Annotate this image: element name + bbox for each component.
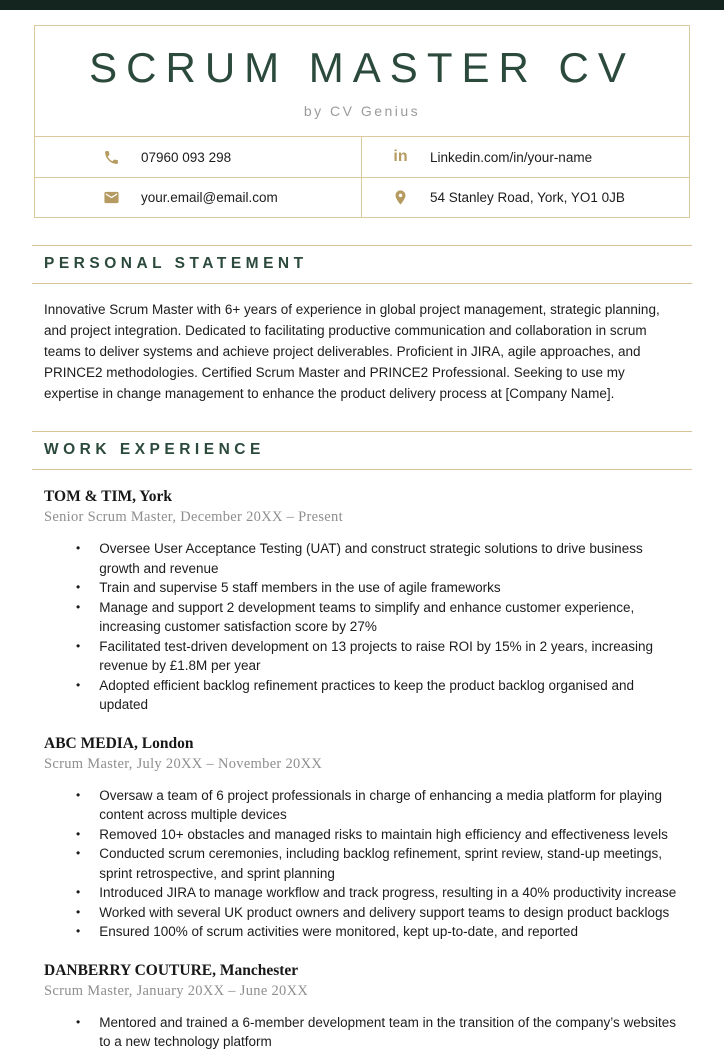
work-experience-heading: WORK EXPERIENCE bbox=[44, 441, 265, 458]
location-pin-icon bbox=[392, 189, 409, 206]
list-item: • Removed 10+ obstacles and managed risks to maintain high efficiency and effectiveness levels bbox=[76, 825, 680, 845]
section-work-experience-header bbox=[32, 431, 692, 470]
bullet-icon: • bbox=[76, 580, 81, 594]
contact-address-value: 54 Stanley Road, York, YO1 0JB bbox=[430, 190, 625, 205]
bullet-icon: • bbox=[76, 677, 81, 692]
bullet-icon: • bbox=[76, 924, 81, 938]
job-title-dates: Scrum Master, July 20XX – November 20XX bbox=[44, 755, 323, 772]
job-company: ABC MEDIA, London bbox=[44, 734, 194, 752]
job-title-dates: Scrum Master, January 20XX – June 20XX bbox=[44, 982, 309, 999]
cv-header bbox=[34, 25, 690, 218]
list-item: • Adopted efficient backlog refinement practices to keep the product backlog organised and updated bbox=[76, 676, 680, 715]
list-item: • Oversee User Acceptance Testing (UAT) and construct strategic solutions to drive business growth and revenue bbox=[76, 539, 680, 578]
contact-linkedin-value: Linkedin.com/in/your-name bbox=[430, 149, 593, 165]
contact-phone bbox=[35, 137, 362, 177]
job-entry bbox=[44, 735, 680, 942]
list-item: • Manage and support 2 development teams to simplify and enhance customer experience, increasing customer satisfaction score by 27% bbox=[76, 598, 680, 637]
job-bullet-list bbox=[76, 1013, 680, 1052]
linkedin-icon: in bbox=[393, 148, 408, 165]
job-bullet-list bbox=[76, 786, 680, 942]
job-bullet-list bbox=[76, 539, 680, 715]
contact-grid bbox=[35, 136, 689, 217]
cv-body bbox=[32, 245, 692, 1052]
contact-linkedin bbox=[362, 137, 689, 177]
list-item: • Introduced JIRA to manage workflow and track progress, resulting in a 40% productivity increase bbox=[76, 883, 680, 903]
list-item: • Train and supervise 5 staff members in the use of agile frameworks bbox=[76, 578, 680, 598]
list-item: • Conducted scrum ceremonies, including backlog refinement, sprint review, stand-up meetings, sprint retrospective, and sprint planning bbox=[76, 844, 680, 883]
bullet-icon: • bbox=[76, 846, 81, 860]
contact-address bbox=[362, 177, 689, 217]
bullet-icon: • bbox=[76, 541, 81, 555]
envelope-icon bbox=[103, 189, 120, 206]
bullet-icon: • bbox=[76, 638, 81, 653]
bullet-icon: • bbox=[76, 1014, 81, 1029]
list-item: • Facilitated test-driven development on 13 projects to raise ROI by 15% in 2 years, increasing revenue by £1.8M per year bbox=[76, 637, 680, 676]
phone-icon bbox=[103, 149, 120, 166]
top-accent-bar bbox=[0, 0, 724, 10]
list-item: • Oversaw a team of 6 project professionals in charge of enhancing a media platform for playing content across multiple devices bbox=[76, 786, 680, 825]
bullet-icon: • bbox=[76, 787, 81, 802]
list-item: • Mentored and trained a 6-member development team in the transition of the company’s websites to a new technology platform bbox=[76, 1013, 680, 1052]
job-company: DANBERRY COUTURE, Manchester bbox=[44, 961, 299, 979]
contact-email-value: your.email@email.com bbox=[141, 190, 278, 205]
bullet-icon: • bbox=[76, 904, 81, 919]
personal-statement-text: Innovative Scrum Master with 6+ years of experience in global project management, strategic planning, and project integration. Dedicated to facilitating productive communication and collaboration in scrum teams to deliver systems and achieve project deliverables. Proficient in JIRA, agile approaches, and PRINCE2 methodologies. Certified Scrum Master and PRINCE2 Professional. Seeking to use my expertise in change management to enhance the product delivery process at [Company Name]. bbox=[44, 302, 660, 401]
contact-email bbox=[35, 177, 362, 217]
job-company: TOM & TIM, York bbox=[44, 488, 173, 505]
contact-phone-value: 07960 093 298 bbox=[141, 149, 232, 165]
bullet-icon: • bbox=[76, 885, 81, 899]
bullet-icon: • bbox=[76, 599, 81, 614]
list-item: • Worked with several UK product owners and delivery support teams to design product backlogs bbox=[76, 903, 680, 923]
personal-statement-heading: PERSONAL STATEMENT bbox=[44, 255, 308, 272]
list-item: • Ensured 100% of scrum activities were monitored, kept up-to-date, and reported bbox=[76, 922, 680, 942]
cv-subtitle: by CV Genius bbox=[303, 103, 421, 119]
job-entry bbox=[44, 488, 680, 715]
bullet-icon: • bbox=[76, 826, 81, 841]
cv-title: SCRUM MASTER CV bbox=[89, 44, 635, 91]
section-personal-statement-header bbox=[32, 245, 692, 284]
job-title-dates: Senior Scrum Master, December 20XX – Present bbox=[44, 509, 343, 525]
job-entry bbox=[44, 962, 680, 1052]
